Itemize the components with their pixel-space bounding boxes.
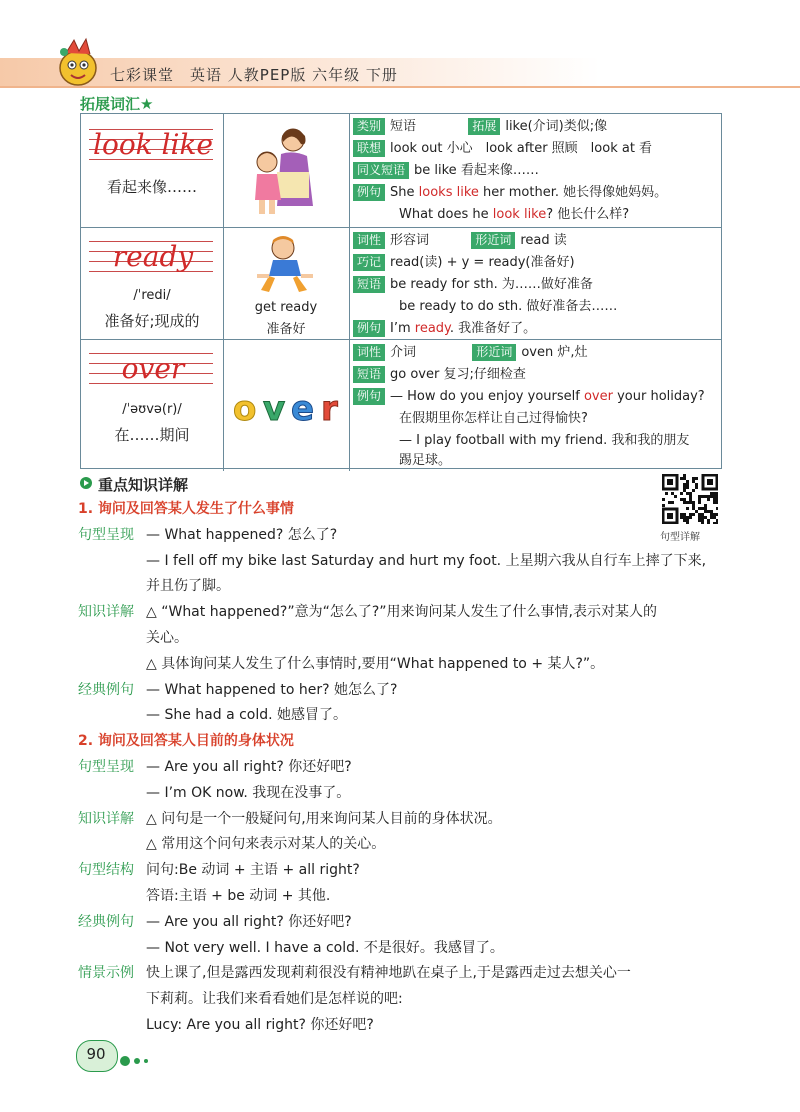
info-cell bbox=[349, 228, 721, 340]
over-letters-illustration bbox=[229, 388, 345, 428]
word-cell bbox=[81, 340, 224, 471]
content-line: 快上课了,但是露西发现莉莉很没有精神地趴在桌子上,于是露西走过去想关心一 bbox=[146, 965, 631, 982]
header-title: 七彩课堂 英语 人教PEP版 六年级 下册 bbox=[110, 66, 398, 84]
tag-label: 同义短语 bbox=[353, 162, 409, 179]
tag-label: 形近词 bbox=[471, 232, 515, 249]
tag-label: 词性 bbox=[353, 344, 385, 361]
picture-cell bbox=[223, 228, 350, 340]
mascot-logo-icon bbox=[52, 36, 104, 90]
section-label: 经典例句 bbox=[78, 681, 134, 698]
tag-label: 例句 bbox=[353, 320, 385, 337]
info-cell bbox=[349, 114, 721, 227]
content-line: — What happened? 怎么了? bbox=[146, 526, 338, 543]
info-line: 在假期里你怎样让自己过得愉快? bbox=[399, 411, 588, 426]
info-line: 词性 介词 形近词 oven 炉,灶 bbox=[353, 343, 717, 363]
content-line: Lucy: Are you all right? 你还好吧? bbox=[146, 1017, 374, 1033]
info-cell bbox=[349, 340, 721, 471]
svg-text:v: v bbox=[263, 389, 286, 428]
info-line: 例句 — How do you enjoy yourself over your holiday? bbox=[353, 387, 717, 407]
tag-label: 巧记 bbox=[353, 254, 385, 271]
info-line: 类别 短语 拓展 like(介词)类似;像 bbox=[353, 117, 717, 137]
word-cell bbox=[81, 114, 224, 227]
vocab-row bbox=[81, 227, 721, 340]
info-line: 联想 look out 小心 look after 照顾 look at 看 bbox=[353, 139, 717, 159]
vocab-table bbox=[80, 113, 722, 469]
picture-cell bbox=[223, 340, 350, 471]
vocab-meaning: 在……期间 bbox=[114, 426, 190, 444]
info-line: 短语 be ready for sth. 为……做好准备 bbox=[353, 275, 717, 295]
info-line: 巧记 read(读) + y = ready(准备好) bbox=[353, 253, 717, 273]
info-line: What does he look like? 他长什么样? bbox=[399, 207, 630, 222]
content-line: 下莉莉。让我们来看看她们是怎样说的吧: bbox=[146, 991, 403, 1008]
tag-label: 形近词 bbox=[472, 344, 516, 361]
info-line: 同义短语 be like 看起来像…… bbox=[353, 161, 717, 181]
content-line: 关心。 bbox=[146, 630, 188, 646]
info-line: 踢足球。 bbox=[399, 453, 452, 468]
content-line: △ “What happened?”意为“怎么了?”用来询问某人发生了什么事情,表示对某人的 bbox=[146, 604, 657, 621]
vocab-meaning: 准备好;现成的 bbox=[104, 312, 200, 330]
content-line: 问句:Be 动词 + 主语 + all right? bbox=[146, 862, 360, 879]
vocab-phonetic: /ˈəʊvə(r)/ bbox=[122, 402, 182, 417]
section-label: 情景示例 bbox=[78, 965, 134, 982]
section-title: 拓展词汇★ bbox=[80, 95, 154, 113]
tag-label: 联想 bbox=[353, 140, 385, 157]
decor-dot bbox=[120, 1056, 130, 1066]
content-line: △ 问句是一个一般疑问句,用来询问某人目前的身体状况。 bbox=[146, 810, 502, 827]
mother-daughter-illustration bbox=[237, 122, 335, 218]
content-line: △ 具体询问某人发生了什么事情时,要用“What happened to + 某人?”。 bbox=[146, 655, 605, 672]
decor-dot bbox=[134, 1058, 140, 1064]
tag-label: 短语 bbox=[353, 276, 385, 293]
knowledge-point-title: 1. 询问及回答某人发生了什么事情 bbox=[78, 501, 294, 517]
tag-label: 词性 bbox=[353, 232, 385, 249]
word-cell bbox=[81, 228, 224, 340]
section-label: 知识详解 bbox=[78, 604, 134, 621]
info-line: 词性 形容词 形近词 read 读 bbox=[353, 231, 717, 251]
content-line: — Not very well. I have a cold. 不是很好。我感冒了。 bbox=[146, 939, 504, 956]
vocab-row bbox=[81, 339, 721, 471]
section-label: 经典例句 bbox=[78, 913, 134, 930]
content-line: 答语:主语 + be 动词 + 其他. bbox=[146, 888, 331, 904]
qr-caption: 句型详解 bbox=[660, 532, 700, 543]
content-line: — I fell off my bike last Saturday and hurt my foot. 上星期六我从自行车上摔了下来, bbox=[146, 552, 707, 569]
section-label: 知识详解 bbox=[78, 810, 134, 827]
info-line: 例句 I’m ready. 我准备好了。 bbox=[353, 319, 717, 339]
tag-label: 短语 bbox=[353, 366, 385, 383]
info-line: — I play football with my friend. 我和我的朋友 bbox=[399, 433, 690, 448]
knowledge-point-title: 2. 询问及回答某人目前的身体状况 bbox=[78, 733, 294, 750]
decor-dot bbox=[144, 1059, 148, 1063]
page-number: 90 bbox=[86, 1045, 106, 1063]
picture-caption-en: get ready bbox=[254, 300, 318, 315]
vocab-word: look like bbox=[93, 128, 213, 161]
svg-text:r: r bbox=[321, 389, 338, 428]
tag-label: 例句 bbox=[353, 184, 385, 201]
section-label: 句型结构 bbox=[78, 862, 134, 879]
qr-code-icon[interactable] bbox=[662, 474, 718, 524]
knowledge-heading: 重点知识详解 bbox=[98, 476, 189, 494]
tag-label: 例句 bbox=[353, 388, 385, 405]
vocab-word: over bbox=[121, 352, 185, 385]
section-label: 句型呈现 bbox=[78, 759, 134, 775]
vocab-meaning: 看起来像…… bbox=[106, 178, 197, 196]
section-label: 句型呈现 bbox=[78, 526, 134, 543]
boy-crouching-illustration bbox=[253, 232, 319, 298]
play-arrow-icon bbox=[84, 480, 89, 486]
vocab-row bbox=[81, 114, 721, 227]
content-line: △ 常用这个问句来表示对某人的关心。 bbox=[146, 836, 386, 853]
tag-label: 类别 bbox=[353, 118, 385, 135]
content-line: — Are you all right? 你还好吧? bbox=[146, 913, 352, 930]
tag-label: 拓展 bbox=[468, 118, 500, 135]
picture-cell bbox=[223, 114, 350, 227]
info-line: 短语 go over 复习;仔细检查 bbox=[353, 365, 717, 385]
vocab-word: ready bbox=[112, 240, 194, 273]
content-line: — What happened to her? 她怎么了? bbox=[146, 681, 398, 698]
content-line: 并且伤了脚。 bbox=[146, 578, 230, 595]
content-line: — Are you all right? 你还好吧? bbox=[146, 759, 352, 775]
svg-text:e: e bbox=[291, 389, 315, 428]
picture-caption-zh: 准备好 bbox=[266, 322, 306, 337]
content-line: — I’m OK now. 我现在没事了。 bbox=[146, 784, 351, 801]
content-line: — She had a cold. 她感冒了。 bbox=[146, 707, 348, 724]
info-line: be ready to do sth. 做好准备去…… bbox=[399, 299, 618, 314]
header-rule bbox=[0, 86, 800, 88]
info-line: 例句 She looks like her mother. 她长得像她妈妈。 bbox=[353, 183, 717, 203]
vocab-phonetic: /ˈredi/ bbox=[133, 288, 171, 303]
svg-text:o: o bbox=[233, 389, 257, 428]
